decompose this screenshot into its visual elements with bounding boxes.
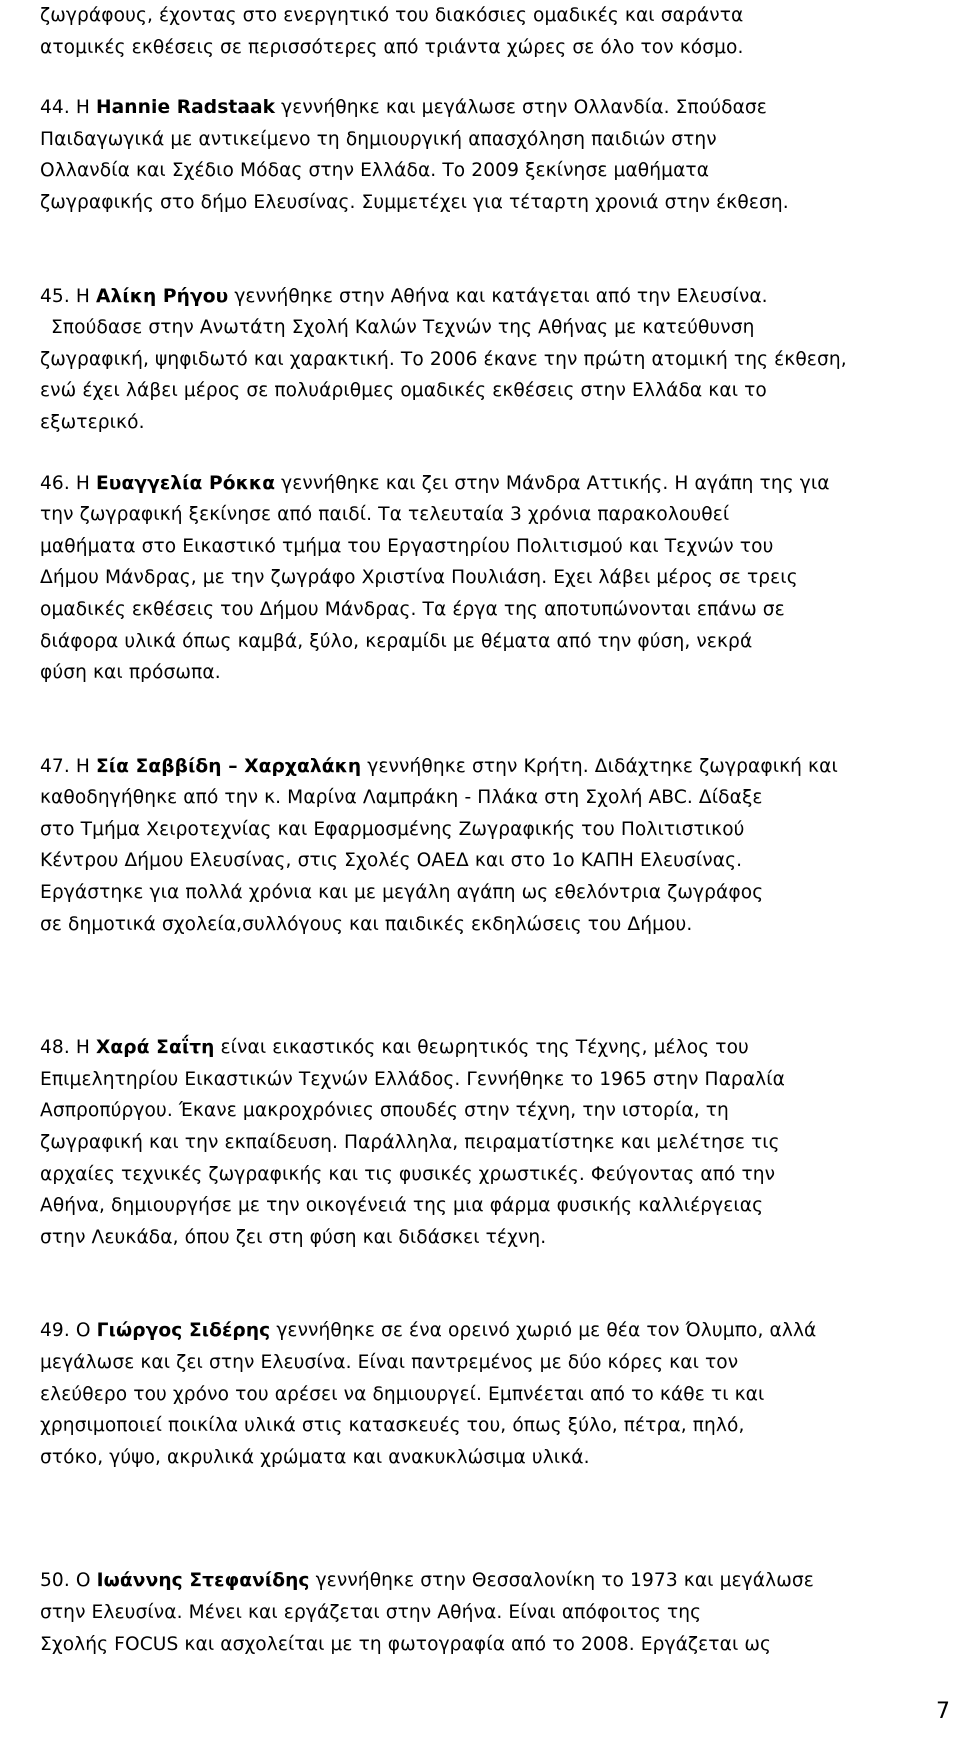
text-line: αρχαίες τεχνικές ζωγραφικής και τις φυσικές χρωστικές. Φεύγοντας από την: [40, 1163, 776, 1185]
entry-46: [40, 468, 880, 689]
entry-number: 48.: [40, 1037, 70, 1059]
artist-name: Ιωάννης Στεφανίδης: [96, 1570, 310, 1592]
entry-article: Η: [75, 755, 90, 777]
text-line: Επιμελητηρίου Εικαστικών Τεχνών Ελλάδος. Γεννήθηκε το 1965 στην Παραλία: [40, 1068, 786, 1090]
entry-article: Η: [75, 97, 90, 119]
text-line: ομαδικές εκθέσεις του Δήμου Μάνδρας. Τα έργα της αποτυπώνονται επάνω σε: [40, 598, 785, 620]
artist-name: Σία Σαββίδη – Χαρχαλάκη: [96, 755, 362, 777]
entry-47: [40, 751, 880, 941]
entry-number: 45.: [40, 285, 70, 307]
text-line: διάφορα υλικά όπως καμβά, ξύλο, κεραμίδι με θέματα από την φύση, νεκρά: [40, 630, 753, 652]
text-line: στόκο, γύψο, ακρυλικά χρώματα και ανακυκλώσιμα υλικά.: [40, 1446, 590, 1468]
text-line: μαθήματα στο Εικαστικό τμήμα του Εργαστηρίου Πολιτισμού και Τεχνών του: [40, 535, 774, 557]
entry-first-line: [40, 92, 880, 124]
intro-paragraph: [40, 0, 880, 63]
artist-name: Ευαγγελία Ρόκκα: [96, 472, 276, 494]
page-number: 7: [936, 1699, 950, 1724]
text-line: Σχολής FOCUS και ασχολείται με τη φωτογραφία από το 2008. Εργάζεται ως: [40, 1633, 772, 1655]
text-line: φύση και πρόσωπα.: [40, 662, 221, 684]
text-line: μεγάλωσε και ζει στην Ελευσίνα. Είναι παντρεμένος με δύο κόρες και τον: [40, 1352, 739, 1373]
entry-first-line: [40, 468, 880, 500]
text-line: σε δημοτικά σχολεία,συλλόγους και παιδικές εκδηλώσεις του Δήμου.: [40, 913, 693, 935]
entry-45: [40, 281, 880, 439]
entry-50: [40, 1565, 880, 1660]
entry-first-line: [40, 1032, 880, 1064]
entry-number: 44.: [40, 97, 70, 119]
text-line: ατομικές εκθέσεις σε περισσότερες από τριάντα χώρες σε όλο τον κόσμο.: [40, 36, 744, 58]
text-line: στην Ελευσίνα. Μένει και εργάζεται στην Αθήνα. Είναι απόφοιτος της: [40, 1601, 702, 1623]
text-line: είναι εικαστικός και θεωρητικός της Τέχνης, μέλος του: [220, 1037, 749, 1059]
entry-first-line: [40, 751, 880, 783]
text-line: γεννήθηκε στην Αθήνα και κατάγεται από την Ελευσίνα.: [234, 285, 768, 307]
entry-number: 47.: [40, 755, 70, 777]
text-line: γεννήθηκε και ζει στην Μάνδρα Αττικής. Η αγάπη της για: [281, 472, 830, 494]
text-line: Κέντρου Δήμου Ελευσίνας, στις Σχολές ΟΑΕΔ και στο 1ο ΚΑΠΗ Ελευσίνας.: [40, 850, 743, 872]
entry-article: Ο: [75, 1320, 91, 1342]
entry-article: Η: [75, 285, 90, 307]
text-line: ελεύθερο του χρόνο του αρέσει να δημιουργεί. Εμπνέεται από το κάθε τι και: [40, 1383, 765, 1405]
text-line: γεννήθηκε και μεγάλωσε στην Ολλανδία. Σπούδασε: [281, 97, 767, 119]
entry-first-line: [40, 1315, 880, 1347]
entry-49: [40, 1315, 880, 1473]
entry-number: 46.: [40, 472, 70, 494]
text-line: ζωγραφική, ψηφιδωτό και χαρακτική. Το 2006 έκανε την πρώτη ατομική της έκθεση,: [40, 348, 847, 370]
text-line: γεννήθηκε σε ένα ορεινό χωριό με θέα τον Όλυμπο, αλλά: [276, 1320, 817, 1342]
text-line: Παιδαγωγικά με αντικείμενο τη δημιουργική απασχόληση παιδιών στην: [40, 128, 717, 150]
entry-48: [40, 1032, 880, 1253]
entry-number: 49.: [40, 1320, 70, 1342]
artist-name: Hannie Radstaak: [96, 97, 276, 119]
text-line: Δήμου Μάνδρας, με την ζωγράφο Χριστίνα Πουλιάση. Εχει λάβει μέρος σε τρεις: [40, 567, 798, 589]
text-line: ζωγραφική και την εκπαίδευση. Παράλληλα, πειραματίστηκε και μελέτησε τις: [40, 1132, 780, 1154]
text-line: Εργάστηκε για πολλά χρόνια και με μεγάλη αγάπη ως εθελόντρια ζωγράφος: [40, 882, 764, 904]
entry-article: Η: [75, 472, 90, 494]
entry-article: Ο: [75, 1570, 91, 1592]
entry-44: [40, 92, 880, 218]
text-line: Ασπροπύργου. Έκανε μακροχρόνιες σπουδές στην τέχνη, την ιστορία, τη: [40, 1100, 729, 1122]
text-line: ζωγραφικής στο δήμο Ελευσίνας. Συμμετέχει για τέταρτη χρονιά στην έκθεση.: [40, 191, 789, 213]
entry-number: 50.: [40, 1570, 70, 1592]
entry-first-line: [40, 1565, 880, 1597]
artist-name: Γιώργος Σιδέρης: [96, 1320, 271, 1342]
text-line: Σπούδασε στην Ανωτάτη Σχολή Καλών Τεχνών της Αθήνας με κατεύθυνση: [51, 317, 755, 339]
text-line: γεννήθηκε στην Κρήτη. Διδάχτηκε ζωγραφική και: [367, 755, 838, 777]
text-line: Ολλανδία και Σχέδιο Μόδας στην Ελλάδα. Το 2009 ξεκίνησε μαθήματα: [40, 160, 710, 182]
document-page: [40, 0, 880, 1660]
artist-name: Αλίκη Ρήγου: [96, 285, 229, 307]
text-line: ζωγράφους, έχοντας στο ενεργητικό του διακόσιες ομαδικές και σαράντα: [40, 5, 744, 26]
text-line: στην Λευκάδα, όπου ζει στη φύση και διδάσκει τέχνη.: [40, 1226, 547, 1248]
text-line: χρησιμοποιεί ποικίλα υλικά στις κατασκευές του, όπως ξύλο, πέτρα, πηλό,: [40, 1415, 745, 1437]
entry-article: Η: [75, 1037, 90, 1059]
text-line: γεννήθηκε στην Θεσσαλονίκη το 1973 και μεγάλωσε: [315, 1570, 814, 1592]
text-line: στο Τμήμα Χειροτεχνίας και Εφαρμοσμένης Ζωγραφικής του Πολιτιστικού: [40, 818, 745, 840]
text-line: εξωτερικό.: [40, 411, 145, 433]
text-line: ενώ έχει λάβει μέρος σε πολυάριθμες ομαδικές εκθέσεις στην Ελλάδα και το: [40, 380, 767, 402]
entry-first-line: [40, 281, 880, 313]
text-line: Αθήνα, δημιουργήσε με την οικογένειά της μια φάρμα φυσικής καλλιέργειας: [40, 1195, 764, 1217]
text-line: καθοδηγήθηκε από την κ. Μαρίνα Λαμπράκη - Πλάκα στη Σχολή ABC. Δίδαξε: [40, 787, 763, 809]
artist-name: Χαρά Σαΐτη: [96, 1037, 215, 1059]
text-line: την ζωγραφική ξεκίνησε από παιδί. Τα τελευταία 3 χρόνια παρακολουθεί: [40, 504, 730, 526]
